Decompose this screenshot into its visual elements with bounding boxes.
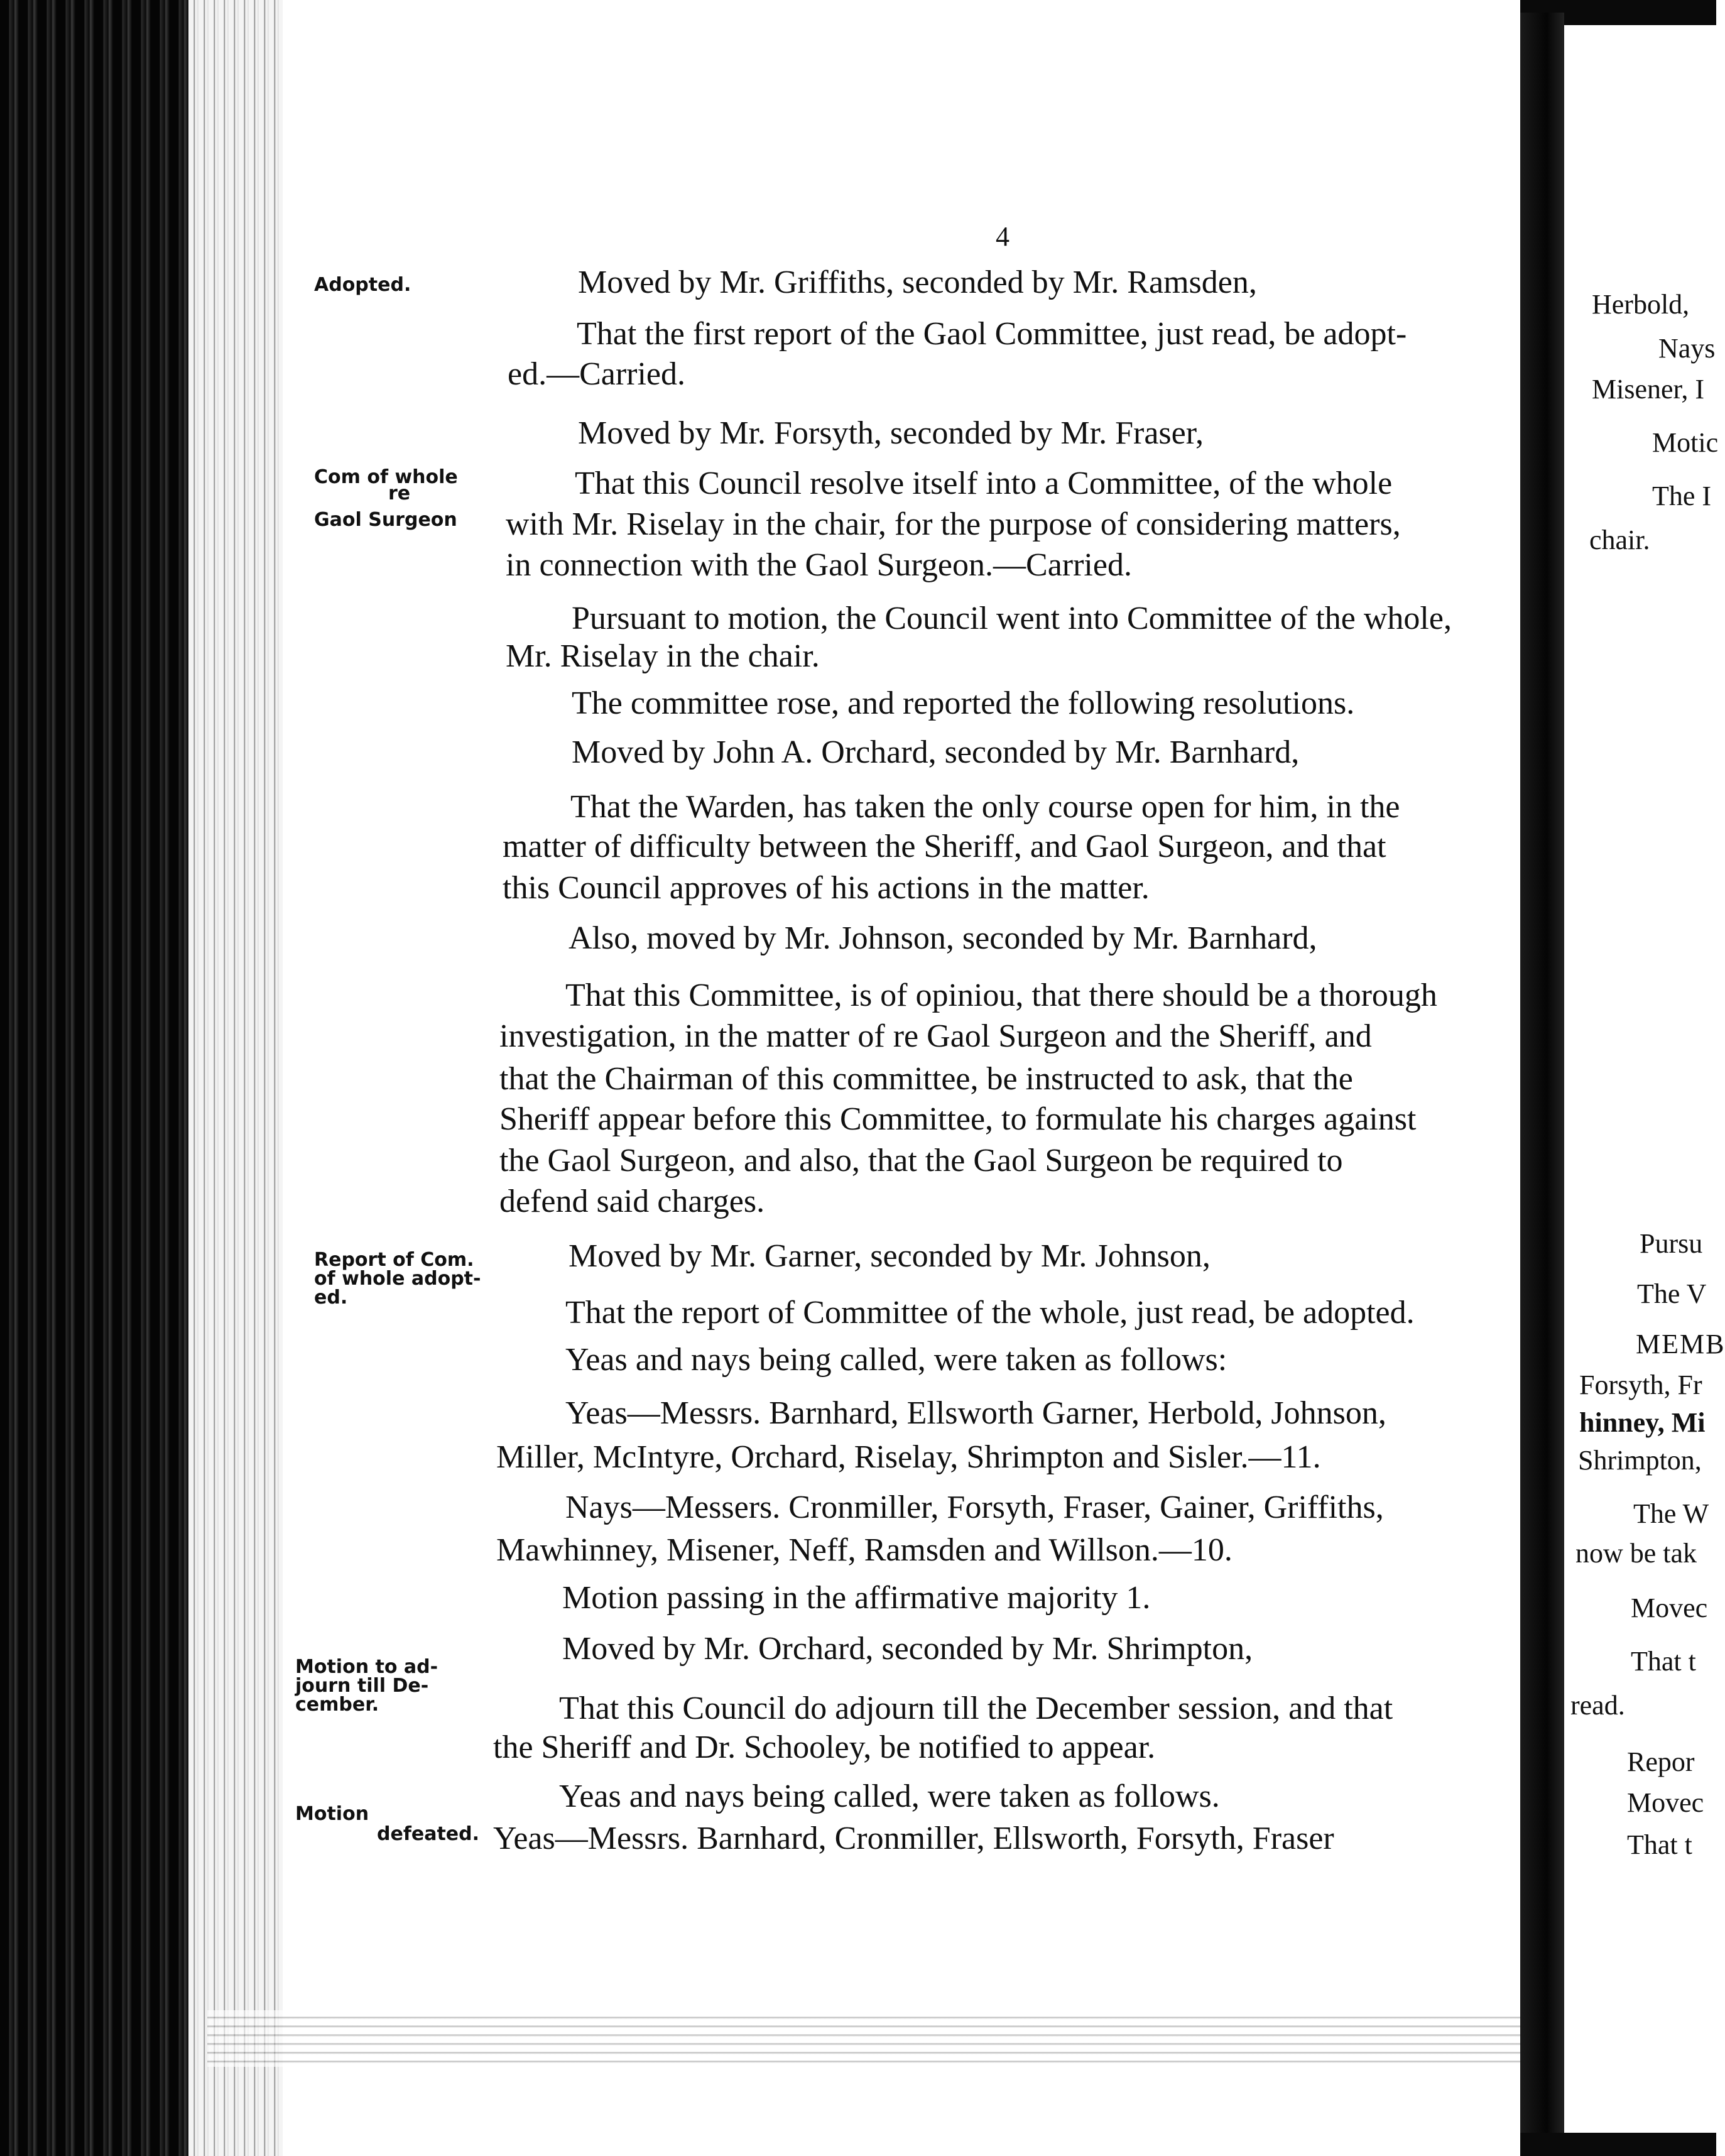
facing-line: Herbold, bbox=[1592, 289, 1690, 320]
margin-note-com-whole-2: re bbox=[388, 482, 411, 504]
gutter bbox=[1520, 13, 1564, 2156]
text-line: defend said charges. bbox=[499, 1184, 765, 1219]
facing-line: Repor bbox=[1627, 1746, 1695, 1777]
facing-line: Pursu bbox=[1640, 1228, 1703, 1259]
margin-note-com-whole-1: Com of whole bbox=[314, 466, 458, 488]
text-line: Miller, McIntyre, Orchard, Riselay, Shrimpton and Sisler.—11. bbox=[496, 1439, 1321, 1475]
facing-line: now be tak bbox=[1575, 1538, 1697, 1569]
facing-line: read. bbox=[1570, 1690, 1625, 1721]
page-edges bbox=[188, 0, 283, 2156]
facing-page-bottom-edge bbox=[1520, 2133, 1716, 2156]
text-line: That this Council resolve itself into a Committee, of the whole bbox=[575, 466, 1393, 501]
margin-note-defeated-1: Motion bbox=[295, 1803, 369, 1825]
text-line: Sheriff appear before this Committee, to formulate his charges against bbox=[499, 1101, 1417, 1137]
facing-line: Movec bbox=[1627, 1787, 1704, 1818]
margin-note-adjourn-1: Motion to ad- bbox=[295, 1656, 438, 1678]
facing-line: hinney, Mi bbox=[1579, 1407, 1706, 1438]
text-line: That this Council do adjourn till the December session, and that bbox=[559, 1690, 1393, 1726]
margin-note-report-3: ed. bbox=[314, 1287, 348, 1309]
text-line: Nays—Messers. Cronmiller, Forsyth, Fraser, Gainer, Griffiths, bbox=[565, 1489, 1384, 1525]
margin-note-defeated-2: defeated. bbox=[377, 1823, 480, 1845]
margin-note-report-1: Report of Com. bbox=[314, 1249, 474, 1271]
text-line: Motion passing in the affirmative majority 1. bbox=[562, 1580, 1151, 1616]
facing-line: Movec bbox=[1631, 1592, 1708, 1623]
page-bottom-edges bbox=[207, 2010, 1526, 2067]
text-line: That this Committee, is of opiniou, that there should be a thorough bbox=[565, 977, 1437, 1013]
text-line: That the first report of the Gaol Committee, just read, be adopt- bbox=[577, 316, 1407, 352]
text-line: Yeas and nays being called, were taken as follows. bbox=[559, 1778, 1220, 1814]
facing-line: The V bbox=[1637, 1278, 1707, 1309]
facing-page bbox=[1564, 25, 1725, 2133]
facing-line: Shrimpton, bbox=[1578, 1445, 1702, 1476]
facing-line: Nays bbox=[1658, 333, 1716, 364]
facing-line: chair. bbox=[1589, 525, 1650, 555]
text-line: Yeas and nays being called, were taken as follows: bbox=[565, 1342, 1227, 1378]
page-number: 4 bbox=[996, 221, 1009, 252]
text-line: That the report of Committee of the whole, just read, be adopted. bbox=[565, 1295, 1415, 1331]
text-line: Yeas—Messrs. Barnhard, Cronmiller, Ellsworth, Forsyth, Fraser bbox=[493, 1821, 1334, 1856]
text-line: Mr. Riselay in the chair. bbox=[506, 638, 820, 674]
margin-note-adjourn-2: journ till De- bbox=[295, 1675, 429, 1697]
text-line: Mawhinney, Misener, Neff, Ramsden and Willson.—10. bbox=[496, 1532, 1233, 1568]
facing-line: That t bbox=[1631, 1646, 1696, 1677]
text-line: matter of difficulty between the Sheriff, and Gaol Surgeon, and that bbox=[503, 829, 1386, 864]
text-line: Moved by John A. Orchard, seconded by Mr. Barnhard, bbox=[572, 734, 1300, 770]
text-line: that the Chairman of this committee, be instructed to ask, that the bbox=[499, 1061, 1353, 1097]
facing-line: The W bbox=[1633, 1498, 1709, 1529]
margin-note-report-2: of whole adopt- bbox=[314, 1268, 481, 1290]
margin-note-com-whole-3: Gaol Surgeon bbox=[314, 509, 457, 531]
facing-line: Misener, I bbox=[1592, 374, 1705, 405]
text-line: Moved by Mr. Garner, seconded by Mr. Johnson, bbox=[569, 1238, 1211, 1274]
facing-line: Forsyth, Fr bbox=[1579, 1369, 1702, 1400]
text-line: the Sheriff and Dr. Schooley, be notified to appear. bbox=[493, 1729, 1156, 1765]
text-line: Moved by Mr. Orchard, seconded by Mr. Shrimpton, bbox=[562, 1631, 1253, 1667]
text-line: with Mr. Riselay in the chair, for the purpose of considering matters, bbox=[506, 506, 1401, 542]
text-line: Moved by Mr. Forsyth, seconded by Mr. Fraser, bbox=[578, 415, 1204, 451]
text-line: ed.—Carried. bbox=[508, 356, 686, 392]
text-line: the Gaol Surgeon, and also, that the Gaol Surgeon be required to bbox=[499, 1143, 1343, 1179]
book-binding bbox=[0, 0, 214, 2156]
text-line: The committee rose, and reported the following resolutions. bbox=[572, 685, 1355, 721]
text-line: That the Warden, has taken the only course open for him, in the bbox=[570, 789, 1400, 825]
facing-line: The I bbox=[1652, 481, 1712, 511]
text-line: Also, moved by Mr. Johnson, seconded by Mr. Barnhard, bbox=[569, 920, 1317, 956]
text-line: investigation, in the matter of re Gaol Surgeon and the Sheriff, and bbox=[499, 1018, 1372, 1054]
margin-note-adjourn-3: cember. bbox=[295, 1694, 379, 1716]
text-line: this Council approves of his actions in the matter. bbox=[503, 870, 1150, 906]
facing-line: MEMB bbox=[1636, 1329, 1725, 1359]
text-line: Yeas—Messrs. Barnhard, Ellsworth Garner, Herbold, Johnson, bbox=[565, 1395, 1386, 1431]
text-line: Moved by Mr. Griffiths, seconded by Mr. Ramsden, bbox=[578, 264, 1257, 300]
margin-note-adopted: Adopted. bbox=[314, 274, 411, 296]
text-line: in connection with the Gaol Surgeon.—Carried. bbox=[506, 547, 1132, 583]
facing-line: Motic bbox=[1652, 427, 1719, 458]
facing-line: That t bbox=[1627, 1829, 1692, 1860]
text-line: Pursuant to motion, the Council went into Committee of the whole, bbox=[572, 601, 1452, 636]
